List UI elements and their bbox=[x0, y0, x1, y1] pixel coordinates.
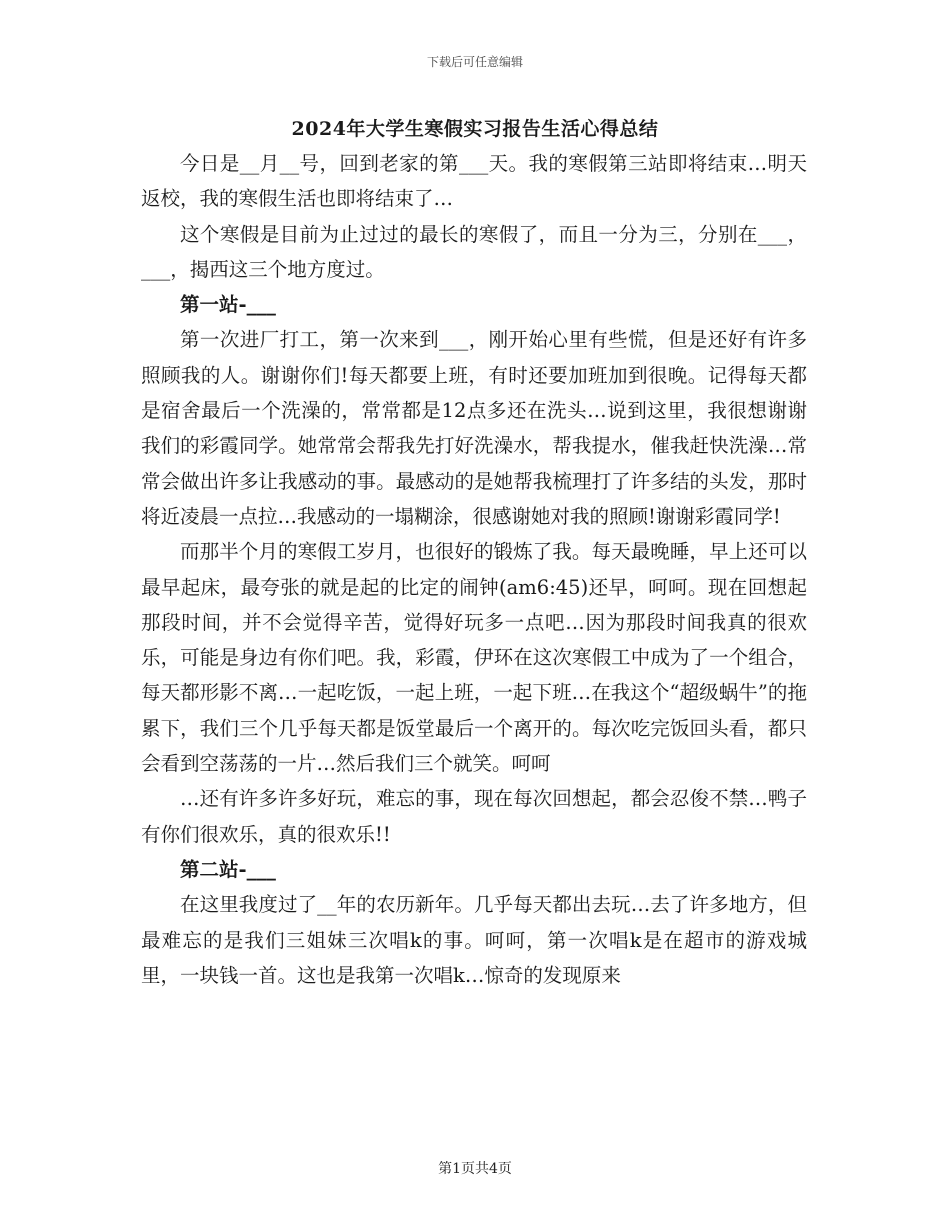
document-body bbox=[141, 146, 807, 993]
page-footer: 第1页共4页 bbox=[438, 1161, 512, 1177]
paragraph: 在这里我度过了__年的农历新年。几乎每天都出去玩…去了许多地方，但最难忘的是我们三姐妹三次唱k的事。呵呵，第一次唱k是在超市的游戏城里，一块钱一首。这也是我第一次唱k…惊奇的发现原来 bbox=[141, 893, 807, 987]
paragraph: …还有许多许多好玩，难忘的事，现在每次回想起，都会忍俊不禁…鸭子有你们很欢乐，真的很欢乐!! bbox=[141, 787, 807, 846]
paragraph: 今日是__月__号，回到老家的第___天。我的寒假第三站即将结束…明天返校，我的寒假生活也即将结束了… bbox=[141, 152, 807, 211]
paragraph: 而那半个月的寒假工岁月，也很好的锻炼了我。每天最晚睡，早上还可以最早起床，最夸张的就是起的比定的闹钟(am6:45)还早，呵呵。现在回想起那段时间，并不会觉得辛苦，觉得好玩多一点吧…因为那段时间我真的很欢乐，可能是身边有你们吧。我，彩霞，伊环在这次寒假工中成为了一个组合，每天都形影不离…一起吃饭，一起上班，一起下班…在我这个“超级蜗牛”的拖累下，我们三个几乎每天都是饭堂最后一个离开的。每次吃完饭回头看，都只会看到空荡荡的一片…然后我们三个就笑。呵呵 bbox=[141, 540, 807, 776]
paragraph: 第一次进厂打工，第一次来到___，刚开始心里有些慌，但是还好有许多照顾我的人。谢谢你们!每天都要上班，有时还要加班加到很晚。记得每天都是宿舍最后一个洗澡的，常常都是12点多还在洗头…说到这里，我很想谢谢我们的彩霞同学。她常常会帮我先打好洗澡水，帮我提水，催我赶快洗澡…常常会做出许多让我感动的事。最感动的是她帮我梳理打了许多结的头发，那时将近凌晨一点拉…我感动的一塌糊涂，很感谢她对我的照顾!谢谢彩霞同学! bbox=[141, 328, 807, 528]
paragraph: 这个寒假是目前为止过过的最长的寒假了，而且一分为三，分别在___，___，揭西这三个地方度过。 bbox=[141, 222, 807, 281]
section-heading: 第二站-___ bbox=[180, 857, 276, 881]
document-title: 2024年大学生寒假实习报告生活心得总结 bbox=[291, 118, 659, 140]
section-heading: 第一站-___ bbox=[180, 293, 276, 317]
header-note: 下载后可任意编辑 bbox=[426, 55, 523, 69]
